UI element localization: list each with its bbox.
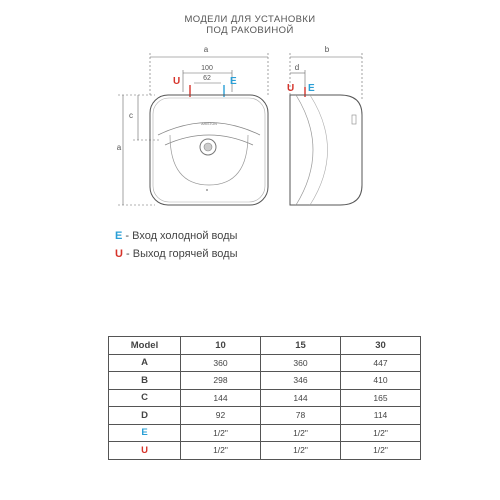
row-key-a: A bbox=[109, 354, 181, 372]
table-cell: 92 bbox=[181, 407, 261, 425]
table-cell: 114 bbox=[341, 407, 421, 425]
row-key-d: D bbox=[109, 407, 181, 425]
dim-label-d: d bbox=[294, 63, 300, 72]
dim-label-a-side: a bbox=[116, 143, 122, 152]
table-cell: 360 bbox=[181, 354, 261, 372]
dim-label-62: 62 bbox=[203, 75, 211, 82]
table-cell: 360 bbox=[261, 354, 341, 372]
front-panel bbox=[170, 135, 248, 185]
table-cell: 447 bbox=[341, 354, 421, 372]
side-bracket bbox=[352, 115, 356, 124]
table-row bbox=[109, 389, 421, 407]
table-cell: 410 bbox=[341, 372, 421, 390]
legend-e-text: - Вход холодной воды bbox=[122, 230, 238, 242]
side-view bbox=[290, 53, 362, 205]
title-line-1: МОДЕЛИ ДЛЯ УСТАНОВКИ bbox=[184, 14, 316, 25]
side-curve-front bbox=[296, 95, 313, 205]
table-row bbox=[109, 442, 421, 460]
table-header-15: 15 bbox=[261, 337, 341, 355]
table-header-30: 30 bbox=[341, 337, 421, 355]
table-cell: 298 bbox=[181, 372, 261, 390]
dimensions-table bbox=[108, 336, 421, 460]
side-label-e: E bbox=[308, 83, 315, 94]
front-label-u: U bbox=[173, 76, 181, 87]
table-cell: 1/2" bbox=[341, 442, 421, 460]
dim-label-c: c bbox=[129, 111, 133, 120]
front-view bbox=[118, 53, 268, 205]
legend-hot-outlet bbox=[115, 248, 238, 260]
front-view-labels bbox=[117, 45, 237, 152]
legend-u-key: U bbox=[115, 248, 123, 260]
front-label-e: E bbox=[230, 76, 237, 87]
row-key-u: U bbox=[109, 442, 181, 460]
table-cell: 1/2" bbox=[261, 424, 341, 442]
heater-body-side bbox=[290, 95, 362, 205]
dim-label-100: 100 bbox=[201, 65, 213, 72]
row-key-c: C bbox=[109, 389, 181, 407]
title-line-2: ПОД РАКОВИНОЙ bbox=[206, 25, 294, 36]
row-key-e: E bbox=[109, 424, 181, 442]
dim-label-b: b bbox=[324, 45, 330, 54]
legend-u-text: - Выход горячей воды bbox=[122, 248, 238, 260]
table-header-model: Model bbox=[109, 337, 181, 355]
table-header-10: 10 bbox=[181, 337, 261, 355]
table-cell: 1/2" bbox=[341, 424, 421, 442]
table-row bbox=[109, 372, 421, 390]
table-cell: 144 bbox=[181, 389, 261, 407]
legend-e-key: E bbox=[115, 230, 123, 242]
brand-logo: ARISTON bbox=[201, 122, 217, 126]
side-curve-back bbox=[310, 95, 328, 205]
dim-label-a-top: a bbox=[203, 45, 209, 54]
table-cell: 1/2" bbox=[181, 442, 261, 460]
table-cell: 346 bbox=[261, 372, 341, 390]
table-header-row bbox=[109, 337, 421, 355]
table-cell: 144 bbox=[261, 389, 341, 407]
knob-center bbox=[204, 143, 212, 151]
side-label-u: U bbox=[287, 83, 295, 94]
legend-cold-inlet bbox=[115, 230, 237, 242]
table-row bbox=[109, 407, 421, 425]
table-cell: 78 bbox=[261, 407, 341, 425]
table-row bbox=[109, 424, 421, 442]
table-cell: 1/2" bbox=[261, 442, 341, 460]
indicator-dot bbox=[206, 189, 208, 191]
table-row bbox=[109, 354, 421, 372]
table-cell: 1/2" bbox=[181, 424, 261, 442]
row-key-b: B bbox=[109, 372, 181, 390]
table-cell: 165 bbox=[341, 389, 421, 407]
side-view-labels bbox=[287, 45, 330, 94]
